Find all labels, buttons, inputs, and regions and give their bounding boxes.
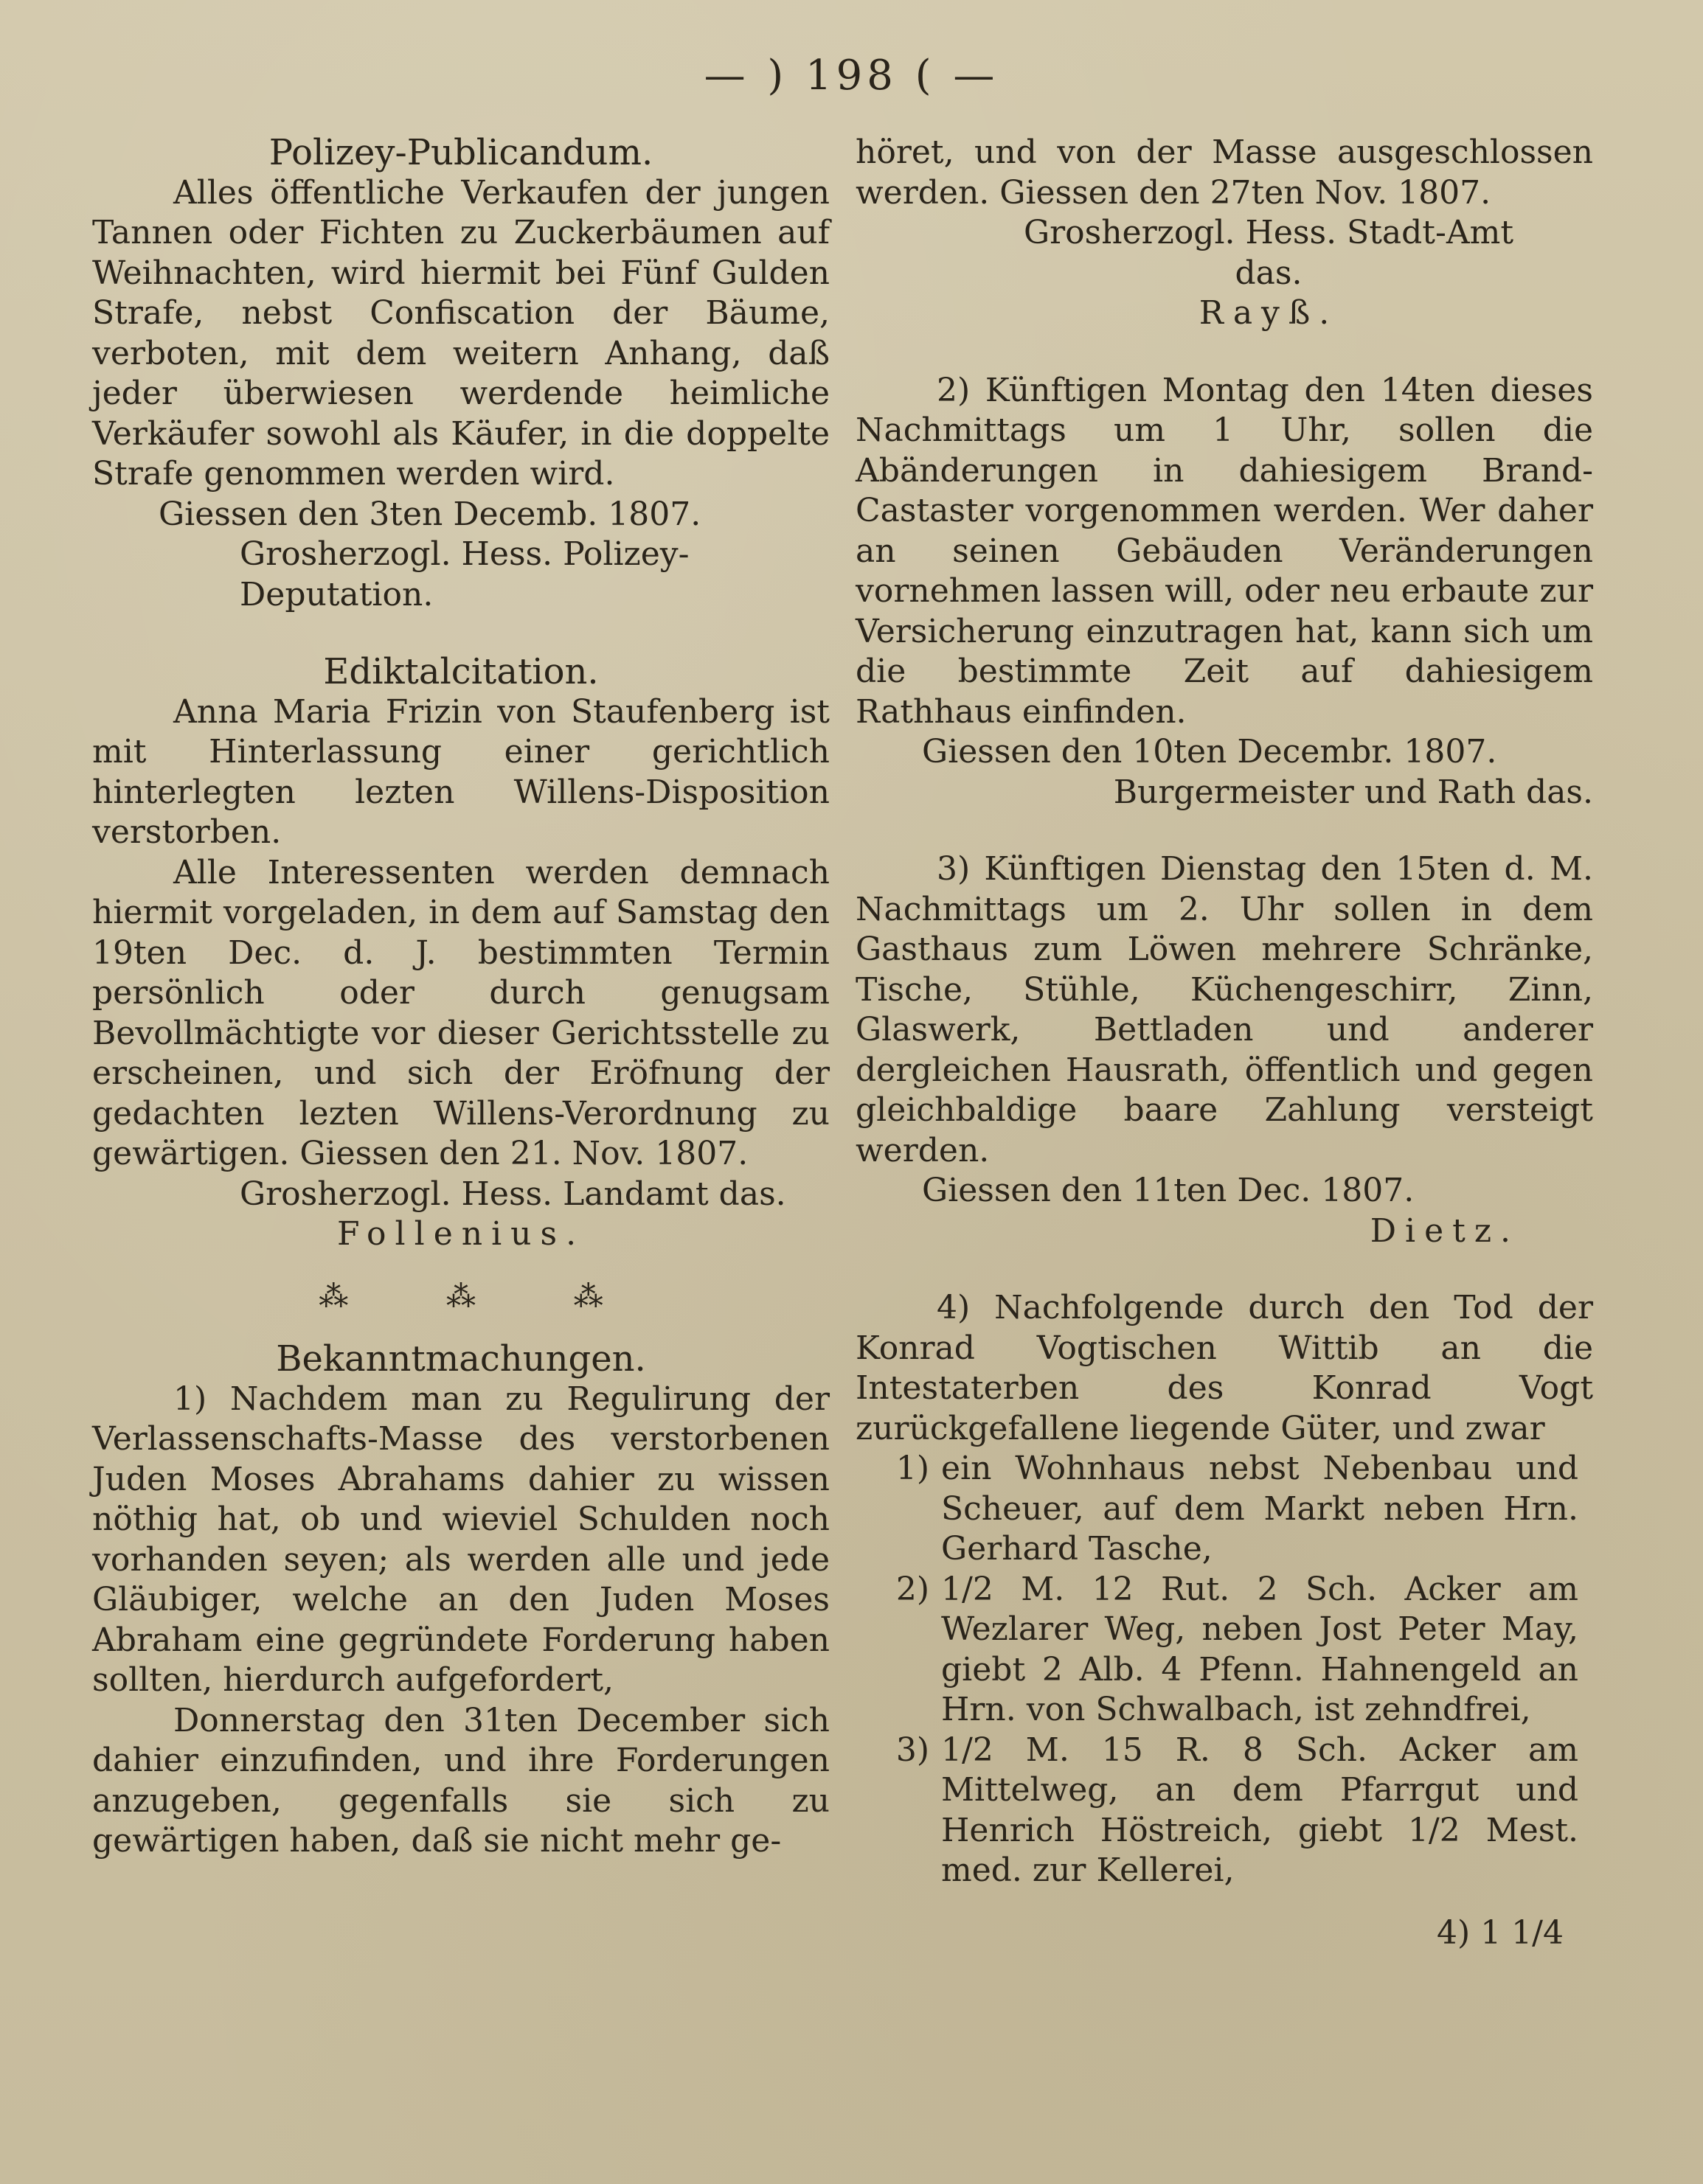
bekanntmachung-1-continuation: Donnerstag den 31ten December sich dahier einzufinden, und ihre Forderungen anzugeben, gegenfalls sie sich zu gewärtigen haben, daß sie nicht mehr ge- [92, 1701, 830, 1860]
property-item-1-number: 1) [895, 1450, 929, 1487]
spacer [92, 615, 830, 652]
notice-2-signature: Burgermeister und Rath das. [1113, 773, 1593, 811]
bekanntmachungen-heading: Bekanntmachungen. [276, 1338, 646, 1380]
continued-signature-line-2: das. [1235, 254, 1303, 292]
ediktalcitation-name: Follenius. [336, 1215, 586, 1253]
property-item-3-text: 1/2 M. 15 R. 8 Sch. Acker am Mittelweg, an dem Pfarrgut und Henrich Höstreich, giebt 1/2 Mest. med. zur Kellerei, [941, 1731, 1578, 1889]
polizey-signature: Grosherzogl. Hess. Polizey-Deputation. [240, 535, 690, 613]
polizey-body: Alles öffentliche Verkaufen der jungen Tannen oder Fichten zu Zuckerbäumen auf Weihnachten, wird hiermit bei Fünf Gulden Strafe, nebst Confiscation der Bäume, verboten, mit dem weitern Anhang, daß jeder überwiesen werdende heimliche Verkäufer sowohl als Käufer, in die doppelte Strafe genommen werden wird. [92, 173, 830, 493]
continued-text: höret, und von der Masse ausgeschlossen werden. Giessen den 27ten Nov. 1807. [856, 133, 1593, 212]
property-item-1 [856, 1449, 1593, 1570]
notice-2-text: 2) Künftigen Montag den 14ten dieses Nachmittags um 1 Uhr, sollen die Abänderungen in dahiesigem Brand-Castaster vorgenommen werden. Wer daher an seinen Gebäuden Veränderungen vornehmen lassen will, oder neu erbaute zur Versicherung einzutragen hat, kann sich um die bestimmte Zeit auf dahiesigem Rathhaus einfinden. [856, 371, 1593, 731]
property-item-3 [856, 1731, 1593, 1891]
property-item-2-text: 1/2 M. 12 Rut. 2 Sch. Acker am Wezlarer Weg, neben Jost Peter May, giebt 2 Alb. 4 Pfenn. Hahnengeld an Hrn. von Schwalbach, ist zehndfrei, [941, 1570, 1578, 1728]
left-column [92, 133, 830, 1862]
notice-3-date: Giessen den 11ten Dec. 1807. [922, 1172, 1415, 1209]
spacer [92, 1317, 830, 1339]
ediktalcitation-paragraph-1: Anna Maria Frizin von Staufenberg ist mit Hinterlassung einer gerichtlich hinterlegten lezten Willens-Disposition verstorben. [92, 692, 830, 851]
property-item-3-number: 3) [895, 1731, 929, 1769]
property-item-1-text: ein Wohnhaus nebst Nebenbau und Scheuer, auf dem Markt neben Hrn. Gerhard Tasche, [941, 1450, 1578, 1568]
ediktalcitation-paragraph-2: Alle Interessenten werden demnach hiermit vorgeladen, in dem auf Samstag den 19ten Dec. d. J. bestimmten Termin persönlich oder durch genugsam Bevollmächtigte vor dieser Gerichtsstelle zu erscheinen, und sich der Eröfnung der gedachten lezten Willens-Verordnung zu gewärtigen. Giessen den 21. Nov. 1807. [92, 853, 830, 1172]
polizey-date: Giessen den 3ten Decemb. 1807. [159, 495, 701, 533]
spacer [856, 1251, 1593, 1288]
spacer [856, 1891, 1593, 1913]
notice-4-text: 4) Nachfolgende durch den Tod der Konrad Vogtischen Wittib an die Intestaterben des Konrad Vogt zurückgefallene liegende Güter, und zwar [856, 1289, 1593, 1447]
notice-3-text: 3) Künftigen Dienstag den 15ten d. M. Nachmittags um 2. Uhr sollen in dem Gasthaus zum Löwen mehrere Schränke, Tische, Stühle, Küchengeschirr, Zinn, Glaswerk, Bettladen und anderer dergleichen Hausrath, öffentlich und gegen gleichbaldige baare Zahlung versteigt werden. [856, 850, 1593, 1169]
bekanntmachung-1-paragraph: 1) Nachdem man zu Regulirung der Verlassenschafts-Masse des verstorbenen Juden Moses Abrahams dahier zu wissen nöthig hat, ob und wieviel Schulden noch vorhanden seyen; als werden alle und jede Gläubiger, welche an den Juden Moses Abraham eine gegründete Forderung haben sollten, hierdurch aufgefordert, [92, 1380, 830, 1699]
notice-2-date: Giessen den 10ten Decembr. 1807. [922, 733, 1497, 771]
spacer [856, 813, 1593, 849]
continued-signature-line-1: Grosherzogl. Hess. Stadt-Amt [1023, 214, 1514, 251]
property-item-2-number: 2) [895, 1570, 929, 1608]
ediktalcitation-signature: Grosherzogl. Hess. Landamt das. [240, 1175, 786, 1213]
right-column [856, 133, 1593, 1953]
notice-3-signature: Dietz. [1370, 1211, 1519, 1250]
property-item-2 [856, 1570, 1593, 1731]
continued-name: Rayß. [1199, 294, 1339, 332]
polizey-heading: Polizey-Publicandum. [268, 132, 653, 173]
page-number-header: — ) 198 ( — [704, 52, 999, 100]
spacer [92, 1255, 830, 1277]
spacer [856, 334, 1593, 371]
ornament-divider: ⁂ ⁂ ⁂ [319, 1279, 648, 1314]
catchword: 4) 1 1/4 [1437, 1913, 1564, 1952]
ediktalcitation-heading: Ediktalcitation. [323, 651, 599, 692]
